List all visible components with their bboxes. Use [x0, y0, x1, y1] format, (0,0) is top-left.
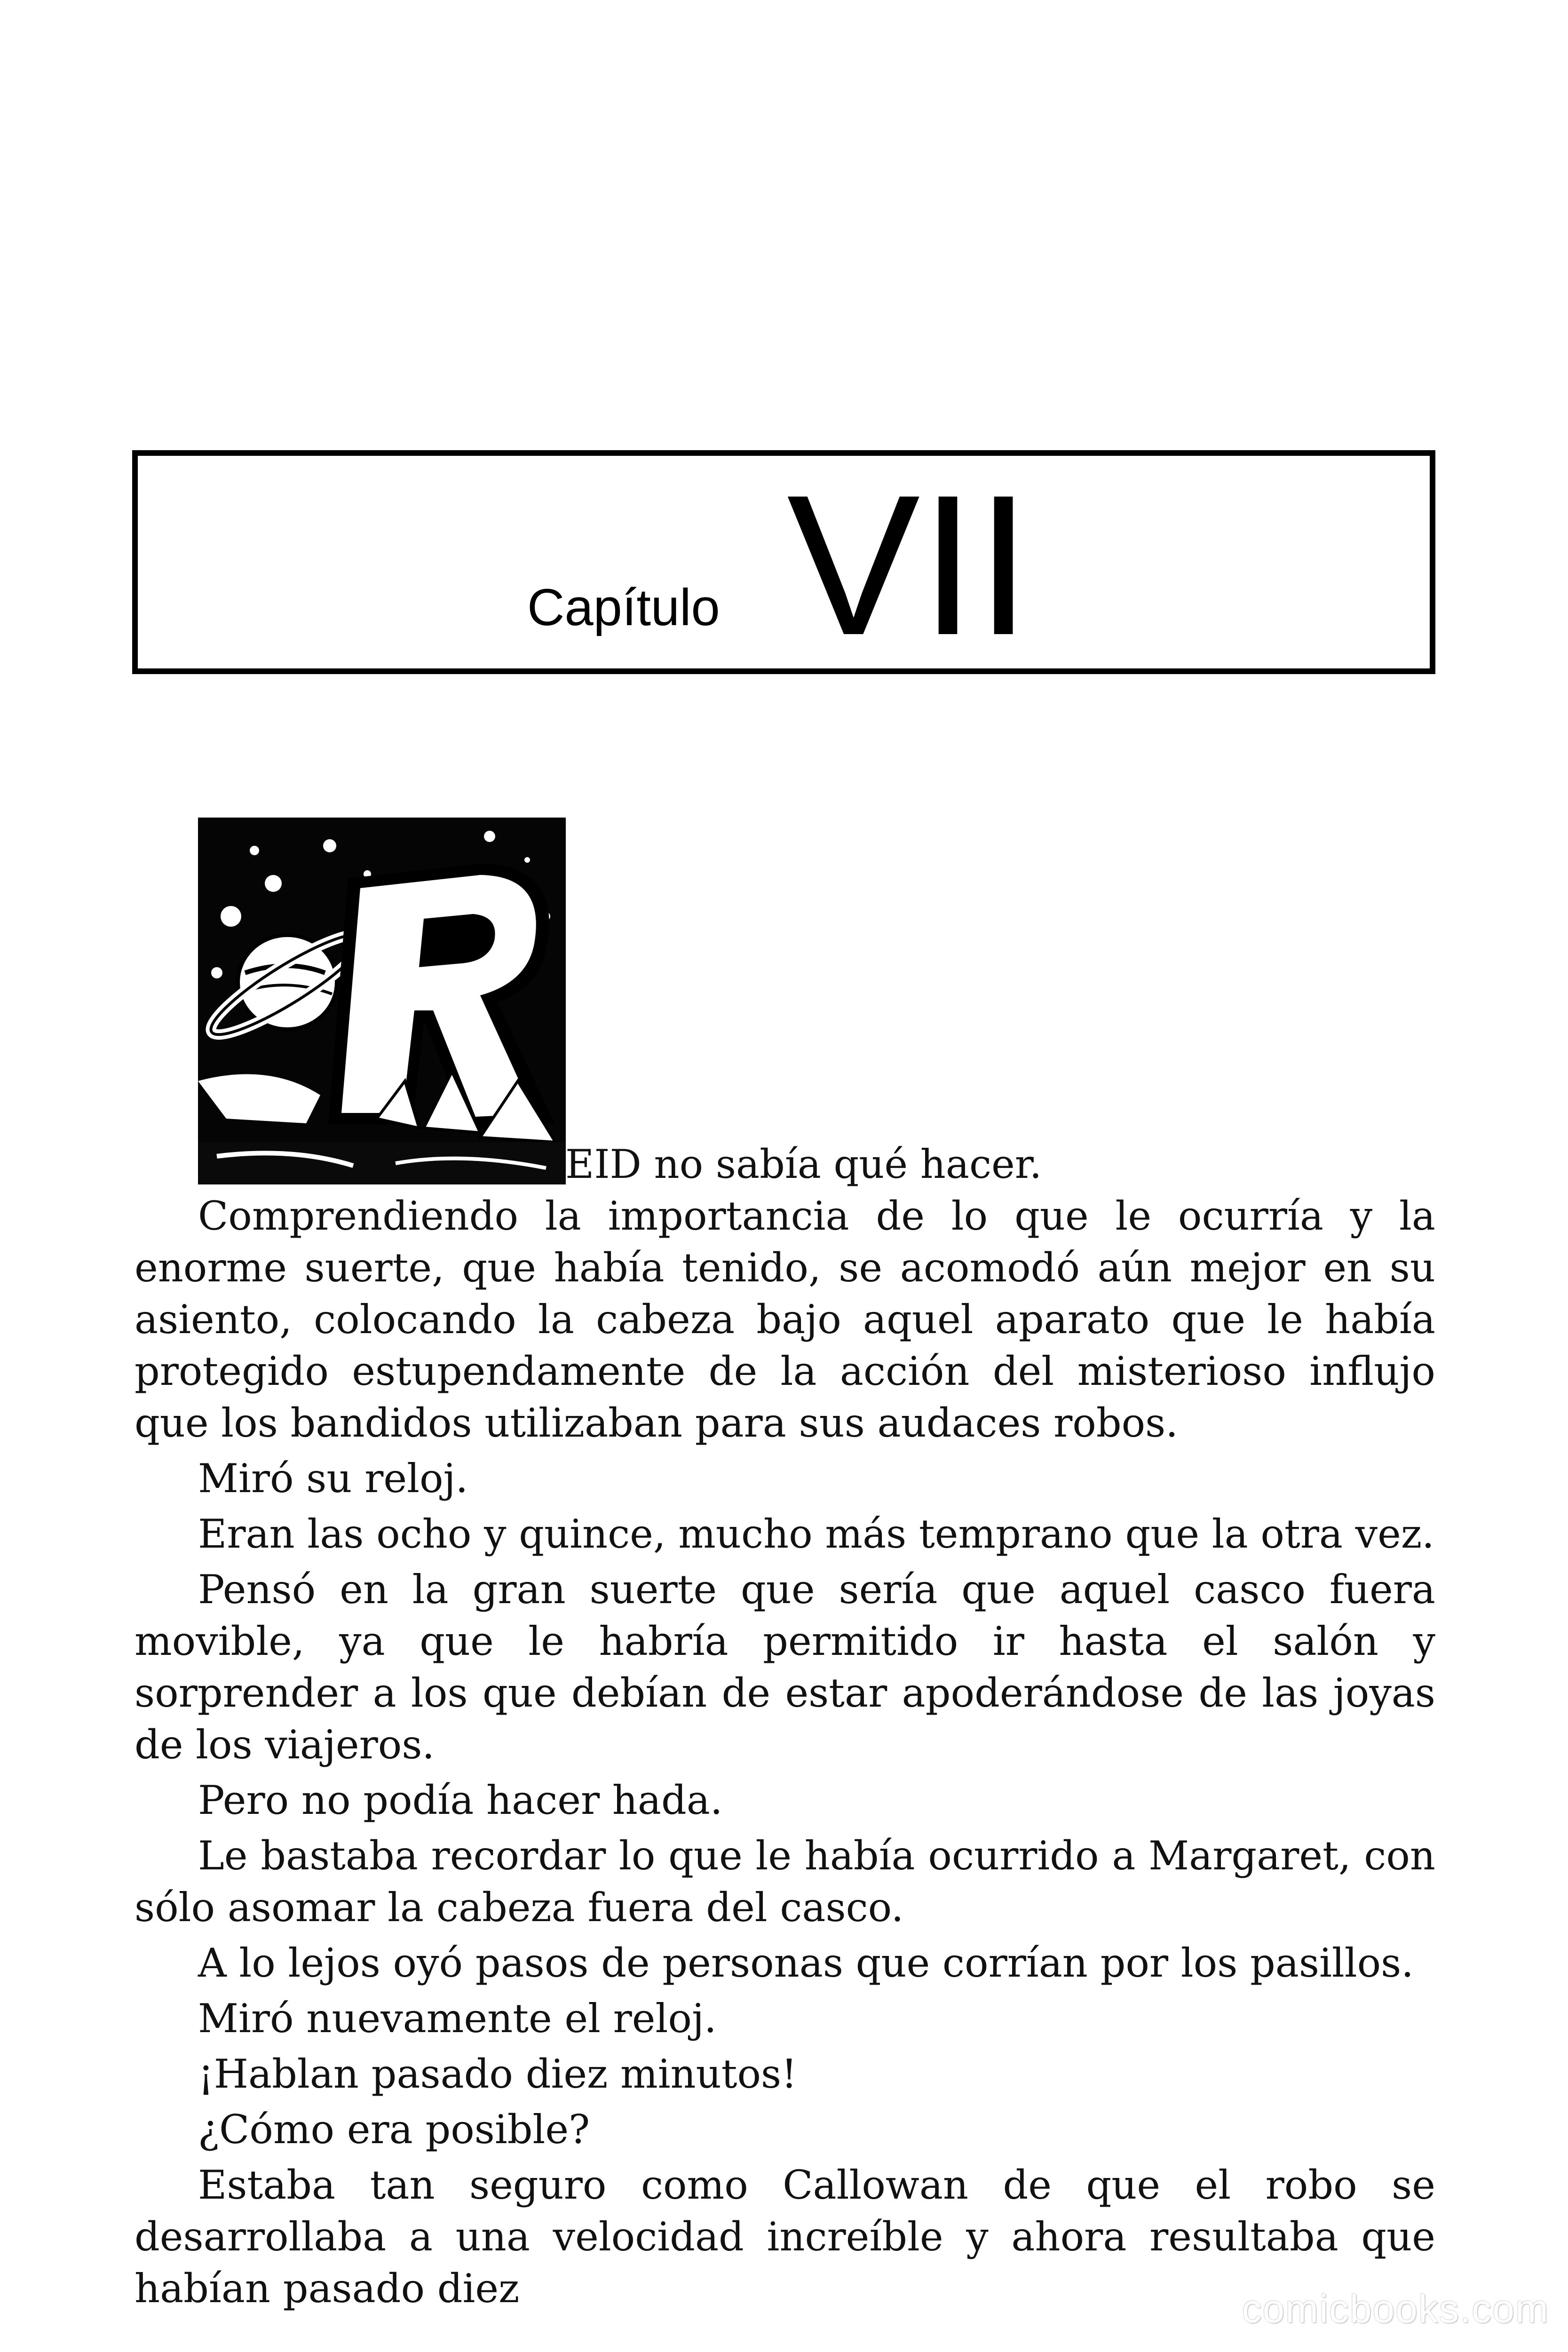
drop-cap-image — [198, 818, 566, 1184]
paragraph: Pero no podía hacer hada. — [198, 1777, 723, 1823]
paragraph: Estaba tan seguro como Callowan de que el robo se desarrollaba a una velocidad increíble y ahora resultaba que habían pasado diez — [135, 2162, 1435, 2312]
paragraph: Comprendiendo la importancia de lo que le ocurría y la enorme suerte, que había tenido, se acomodó aún mejor en su asiento, colocando la cabeza bajo aquel aparato que le había protegido estupendamente de la acción del misterioso influjo que los bandidos utilizaban para sus audaces robos. — [135, 1193, 1435, 1446]
first-line-text: EID no sabía qué hacer. — [565, 1141, 1042, 1187]
paragraph: A lo lejos oyó pasos de personas que corrían por los pasillos. — [198, 1940, 1414, 1986]
chapter-heading-box — [132, 450, 1435, 677]
paragraph: Eran las ocho y quince, mucho más temprano que la otra vez. — [198, 1511, 1434, 1557]
chapter-label: Capítulo — [527, 579, 720, 636]
paragraph: Miró su reloj. — [198, 1455, 468, 1502]
body-text — [135, 1190, 1435, 2314]
paragraph: Le bastaba recordar lo que le había ocurrido a Margaret, con sólo asomar la cabeza fuera del casco. — [135, 1833, 1435, 1931]
paragraph: Miró nuevamente el reloj. — [198, 1995, 717, 2042]
drop-cap-illustration — [198, 818, 566, 1184]
paragraph: ¿Cómo era posible? — [198, 2106, 590, 2153]
watermark: comicbooks.com — [1242, 2287, 1549, 2331]
paragraph: Pensó en la gran suerte que sería que aquel casco fuera movible, ya que le habría permitido ir hasta el salón y sorprender a los que debían de estar apoderándose de las joyas de los viajeros. — [135, 1566, 1435, 1768]
chapter-number: VII — [787, 453, 1031, 677]
paragraph: ¡Hablan pasado diez minutos! — [198, 2051, 797, 2097]
